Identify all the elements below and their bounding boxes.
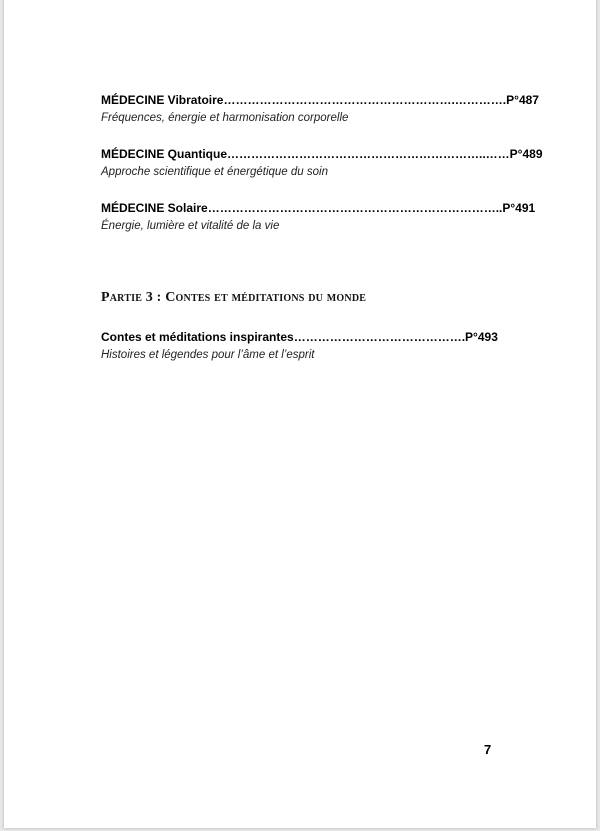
toc-entry-subtitle: Fréquences, énergie et harmonisation corporelle [101, 112, 349, 124]
toc-entry-title: MÉDECINE Quantique………………………………………………………..……P°489 [101, 147, 543, 161]
document-page [4, 0, 596, 828]
toc-entry-title: MÉDECINE Solaire………………………………………………………………..P°491 [101, 201, 536, 215]
page-number: 7 [484, 742, 492, 757]
toc-entry-subtitle: Histoires et légendes pour l’âme et l’esprit [101, 349, 315, 361]
toc-entry-contes-meditations[interactable] [101, 329, 501, 363]
toc-entry-title: MÉDECINE Vibratoire………………………………………………….………….P°487 [101, 93, 539, 107]
toc-entry-medecine-solaire[interactable] [101, 200, 536, 234]
toc-entry-subtitle: Énergie, lumière et vitalité de la vie [101, 220, 280, 232]
section-heading-partie-3: Partie 3 : Contes et méditations du monde [101, 290, 367, 305]
toc-entry-medecine-vibratoire[interactable] [101, 92, 539, 126]
toc-entry-title: Contes et méditations inspirantes…………………………………….P°493 [101, 330, 498, 344]
toc-entry-medecine-quantique[interactable] [101, 146, 543, 180]
toc-entry-subtitle: Approche scientifique et énergétique du soin [101, 166, 328, 178]
